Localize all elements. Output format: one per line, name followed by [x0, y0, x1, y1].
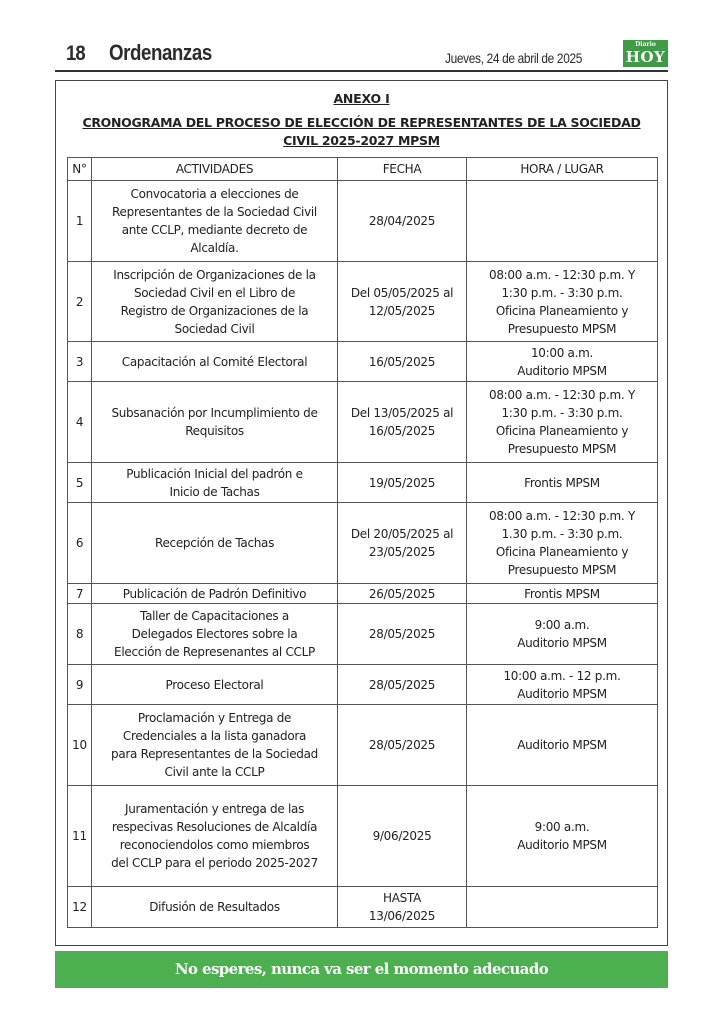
- date-cell-line: 28/05/2025: [368, 677, 436, 692]
- date-cell: [338, 705, 467, 786]
- date-cell: [338, 665, 467, 705]
- activity-cell-line: Capacitación al Comité Electoral: [121, 354, 308, 369]
- activity-cell-line: reconociendolos como miembros: [119, 838, 310, 852]
- time-place-cell-line: Auditorio MPSM: [517, 686, 607, 701]
- date-cell-line: 19/05/2025: [368, 475, 436, 490]
- time-place-cell-line: Presupuesto MPSM: [507, 563, 617, 577]
- activity-cell-line: Convocatoria a elecciones de: [130, 187, 299, 201]
- date-cell-line: 26/05/2025: [368, 586, 436, 601]
- table-row: [68, 463, 658, 503]
- schedule-table: [67, 157, 658, 928]
- activity-cell: [92, 342, 338, 382]
- activity-cell-line: Subsanación por Incumplimiento de: [111, 406, 318, 420]
- date-cell: [338, 262, 467, 342]
- date-cell: [338, 503, 467, 584]
- row-number: 3: [68, 342, 92, 382]
- time-place-cell-line: 10:00 a.m. - 12 p.m.: [503, 668, 621, 683]
- row-number: 4: [68, 382, 92, 463]
- time-place-cell: [467, 604, 658, 665]
- activity-cell-line: para Representantes de la Sociedad: [111, 747, 318, 761]
- column-header-number: N°: [68, 158, 92, 181]
- activity-cell: [92, 382, 338, 463]
- activity-cell: [92, 503, 338, 584]
- time-place-cell-line: 9:00 a.m.: [534, 820, 590, 834]
- newspaper-logo: [623, 40, 668, 67]
- activity-cell-line: Publicación de Padrón Definitivo: [122, 586, 307, 601]
- date-cell-line: 28/05/2025: [368, 627, 436, 641]
- activity-cell-line: Difusión de Resultados: [149, 900, 280, 914]
- time-place-cell-line: Auditorio MPSM: [517, 838, 607, 852]
- time-place-cell-line: Presupuesto MPSM: [507, 321, 617, 336]
- row-number: 9: [68, 665, 92, 705]
- date-cell: [338, 584, 467, 604]
- row-number: 10: [68, 705, 92, 786]
- time-place-cell-line: 08:00 a.m. - 12:30 p.m. Y: [488, 267, 635, 282]
- page-number: 18: [66, 42, 85, 65]
- logo-big-text: HOY: [625, 48, 666, 66]
- activity-cell-line: Taller de Capacitaciones a: [140, 609, 289, 623]
- column-header-activities: ACTIVIDADES: [92, 158, 338, 181]
- time-place-cell-line: 08:00 a.m. - 12:30 p.m. Y: [488, 509, 635, 523]
- date-cell: [338, 463, 467, 503]
- time-place-cell: [467, 262, 658, 342]
- activity-cell-line: Civil ante la CCLP: [164, 765, 265, 779]
- time-place-cell: [467, 503, 658, 584]
- date-cell: [338, 887, 467, 928]
- row-number: 2: [68, 262, 92, 342]
- activity-cell-line: Credenciales a la lista ganadora: [122, 729, 307, 743]
- time-place-cell-line: 10:00 a.m.: [530, 345, 594, 360]
- activity-cell: [92, 463, 338, 503]
- date-cell-line: HASTA: [383, 891, 421, 905]
- table-row: [68, 262, 658, 342]
- date-cell-line: 28/04/2025: [368, 214, 436, 228]
- table-row: [68, 181, 658, 262]
- time-place-cell-line: Auditorio MPSM: [517, 363, 607, 378]
- activity-cell-line: Proclamación y Entrega de: [137, 711, 292, 725]
- time-place-cell-line: Oficina Planeamiento y: [495, 303, 629, 318]
- table-row: [68, 584, 658, 604]
- time-place-cell: [467, 705, 658, 786]
- activity-cell-line: Delegados Electores sobre la: [131, 627, 298, 641]
- time-place-cell-line: 1:30 p.m. - 3:30 p.m.: [501, 285, 623, 300]
- footer-banner: No esperes, nunca va ser el momento adecuado: [55, 951, 668, 988]
- activity-cell-line: Sociedad Civil: [174, 321, 255, 336]
- date-cell-line: 9/06/2025: [372, 829, 432, 843]
- date-cell: [338, 786, 467, 887]
- activity-cell-line: Registro de Organizaciones de la: [120, 303, 309, 318]
- time-place-cell-line: 08:00 a.m. - 12:30 p.m. Y: [488, 388, 635, 402]
- table-row: [68, 705, 658, 786]
- date-cell-line: 28/05/2025: [368, 738, 436, 752]
- table-header-row: [68, 158, 658, 181]
- activity-cell-line: ante CCLP, mediante decreto de: [121, 223, 308, 237]
- date-cell-line: 23/05/2025: [368, 545, 436, 559]
- header-rule: [55, 70, 668, 72]
- date-cell-line: Del 20/05/2025 al: [350, 527, 454, 541]
- activity-cell: [92, 181, 338, 262]
- activity-cell-line: Representantes de la Sociedad Civil: [112, 205, 317, 219]
- activity-cell-line: Inicio de Tachas: [169, 484, 260, 499]
- activity-cell: [92, 665, 338, 705]
- document-title: CRONOGRAMA DEL PROCESO DE ELECCIÓN DE REPRESENTANTES DE LA SOCIEDAD CIVIL 2025-2027 MPSM: [82, 115, 641, 148]
- time-place-cell: [467, 342, 658, 382]
- activity-cell: [92, 604, 338, 665]
- date-cell-line: 16/05/2025: [368, 354, 436, 369]
- table-row: [68, 665, 658, 705]
- activity-cell-line: del CCLP para el periodo 2025-2027: [111, 856, 318, 870]
- date-cell-line: Del 05/05/2025 al: [350, 285, 454, 300]
- time-place-cell: [467, 887, 658, 928]
- date-cell: [338, 604, 467, 665]
- logo-small-text: Diario: [635, 41, 656, 48]
- time-place-cell-line: Oficina Planeamiento y: [495, 424, 629, 438]
- row-number: 12: [68, 887, 92, 928]
- activity-cell-line: Alcaldía.: [190, 241, 239, 255]
- table-row: [68, 786, 658, 887]
- time-place-cell: [467, 181, 658, 262]
- time-place-cell: [467, 382, 658, 463]
- time-place-cell-line: Presupuesto MPSM: [507, 442, 617, 456]
- activity-cell-line: respecivas Resoluciones de Alcaldía: [111, 820, 318, 834]
- activity-cell-line: Sociedad Civil en el Libro de: [133, 285, 296, 300]
- publication-date: Jueves, 24 de abril de 2025: [445, 50, 583, 66]
- activity-cell-line: Requisitos: [185, 424, 244, 438]
- time-place-cell-line: Frontis MPSM: [524, 475, 600, 490]
- activity-cell-line: Inscripción de Organizaciones de la: [113, 267, 316, 282]
- activity-cell-line: Recepción de Tachas: [154, 536, 275, 550]
- time-place-cell: [467, 665, 658, 705]
- activity-cell: [92, 705, 338, 786]
- time-place-cell: [467, 786, 658, 887]
- activity-cell: [92, 262, 338, 342]
- table-row: [68, 887, 658, 928]
- row-number: 11: [68, 786, 92, 887]
- time-place-cell-line: Auditorio MPSM: [517, 738, 607, 752]
- table-row: [68, 604, 658, 665]
- activity-cell-line: Juramentación y entrega de las: [124, 802, 305, 816]
- activity-cell: [92, 786, 338, 887]
- section-title: Ordenanzas: [109, 40, 212, 65]
- time-place-cell: [467, 584, 658, 604]
- date-cell: [338, 382, 467, 463]
- date-cell-line: 12/05/2025: [368, 303, 436, 318]
- time-place-cell-line: Auditorio MPSM: [517, 636, 607, 650]
- activity-cell-line: Elección de Represenantes al CCLP: [114, 645, 315, 659]
- date-cell-line: 13/06/2025: [368, 909, 436, 923]
- date-cell: [338, 342, 467, 382]
- time-place-cell-line: 9:00 a.m.: [534, 618, 590, 632]
- column-header-date: FECHA: [338, 158, 467, 181]
- column-header-time-place: HORA / LUGAR: [467, 158, 658, 181]
- row-number: 5: [68, 463, 92, 503]
- table-row: [68, 382, 658, 463]
- activity-cell: [92, 584, 338, 604]
- time-place-cell-line: Frontis MPSM: [524, 586, 600, 601]
- table-row: [68, 503, 658, 584]
- activity-cell-line: Publicación Inicial del padrón e: [126, 466, 303, 481]
- date-cell-line: Del 13/05/2025 al: [350, 406, 454, 420]
- time-place-cell-line: Oficina Planeamiento y: [495, 545, 629, 559]
- row-number: 1: [68, 181, 92, 262]
- table-row: [68, 342, 658, 382]
- activity-cell-line: Proceso Electoral: [165, 677, 264, 692]
- row-number: 7: [68, 584, 92, 604]
- date-cell-line: 16/05/2025: [368, 424, 436, 438]
- activity-cell: [92, 887, 338, 928]
- date-cell: [338, 181, 467, 262]
- annex-heading: ANEXO I: [333, 91, 390, 106]
- time-place-cell-line: 1.30 p.m. - 3:30 p.m.: [501, 527, 623, 541]
- time-place-cell: [467, 463, 658, 503]
- row-number: 6: [68, 503, 92, 584]
- row-number: 8: [68, 604, 92, 665]
- time-place-cell-line: 1:30 p.m. - 3:30 p.m.: [501, 406, 623, 420]
